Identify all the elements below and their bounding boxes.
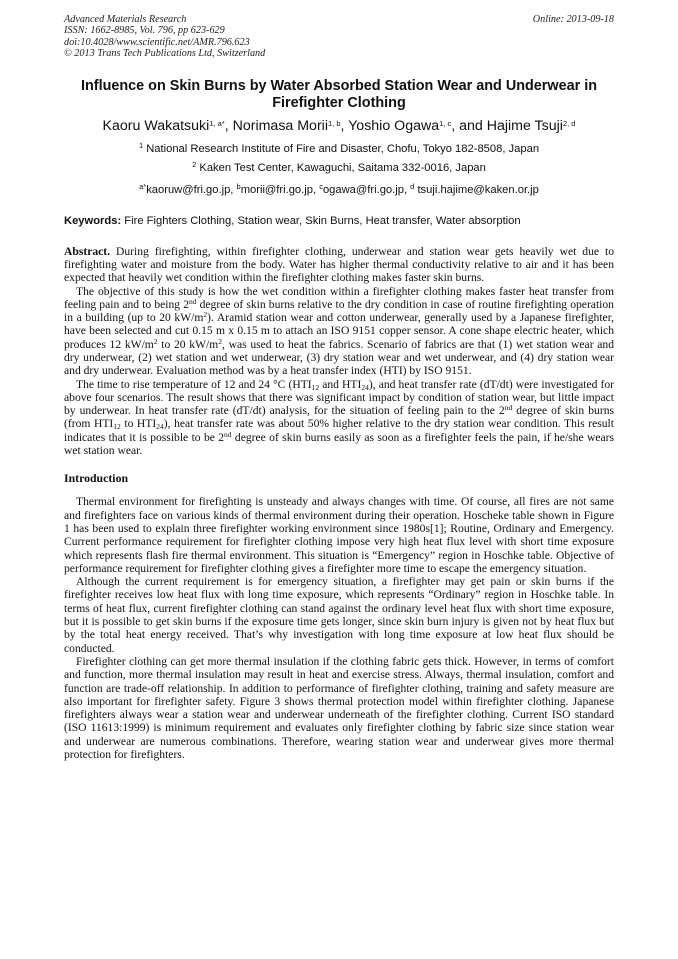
author-name: Norimasa Morii (232, 117, 328, 134)
abstract-paragraph-3 (64, 378, 614, 458)
sub-run: 12 (311, 382, 320, 392)
text-run: to 20 kW/m (157, 337, 219, 351)
intro-paragraph-2: Although the current requirement is for emergency situation, a firefighter may get pain or skin burns if the firefighter receives low heat flux with long time exposure, which represents “Ordinary” region in Hoschke table. In terms of heat flux, current firefighter clothing can stand against the ordinary level heat flux with short time exposure, but it is possible to get skin burns if the exposure time gets longer, since skin burn injury is given not by heat flux but by the total heat energy received. That’s why investigation with long time exposure at low heat flux should be conducted. (64, 575, 614, 655)
author-sup: 2, d (562, 118, 576, 128)
affiliation-sup: 1 (138, 140, 144, 150)
introduction-section (64, 495, 614, 761)
sup-run: nd (504, 403, 513, 413)
email-sup: b (236, 181, 241, 191)
page-header (64, 14, 614, 60)
email-list (64, 181, 614, 196)
text-run: , was used to heat the fabrics. Scenario of fabrics are that (1) wet station wear and dry underwear, (2) wet station and wet underwear, (3) dry station wear and wet underwear, and (4) dry station wear and dry underwear. Evaluation method was by a heat transfer index (HTI) by ISO 9151. (64, 337, 614, 378)
text-run: The objective of this study is how the wet condition within a firefighter clothing makes faster heat transfer from feeling pain and to being 2 (64, 284, 614, 311)
sup-run: nd (224, 429, 232, 439)
author-sup: 1, a* (209, 118, 225, 128)
sub-run: 24 (156, 422, 164, 432)
text-run: ). Aramid station wear and cotton underwear, generally used by a Japanese firefighter, have been selected and cut 0.15 m x 0.15 m to attach an ISO 9151 copper sensor. A cone shape electric heater, which produces 12 kW/m (64, 311, 614, 351)
affiliation-1 (64, 140, 614, 155)
author-list (64, 118, 614, 134)
keywords (64, 215, 614, 227)
intro-paragraph-3: Firefighter clothing can get more thermal insulation if the clothing fabric gets thick. However, in terms of comfort and function, more thermal insulation may result in heat and exercise stress. Always, thermal insulation, comfort and function are trade-off relationship. In addition to performance of firefighter clothing, training and safety measure are also important for firefighter safety. Figure 3 shows thermal protection model within firefighter clothing. Japanese firefighters always wear a station wear and underwear underneath of the firefighter clothing. Current ISO standard (ISO 11613:1999) is minimum requirement and evaluates only firefighter clothing by fabric size since station wear and underwear are numerous combinations. Therefore, wearing station wear and underwear gives more thermal protection for firefighters. (64, 654, 614, 762)
text-run: and HTI (319, 377, 362, 391)
sup-run: 2 (218, 336, 223, 346)
journal-copyright: © 2013 Trans Tech Publications Ltd, Switzerland (64, 48, 266, 60)
journal-issn: ISSN: 1662-8985, Vol. 796, pp 623-629 (64, 25, 225, 37)
sup-run: 2 (203, 310, 208, 320)
author-sep: , (224, 117, 233, 134)
email-sup: a* (139, 181, 147, 191)
sup-run: nd (189, 296, 197, 306)
email-sup: d (410, 181, 415, 191)
affiliation-sup: 2 (192, 159, 197, 169)
email-link[interactable]: ogawa@fri.go.jp, (322, 183, 411, 196)
sub-run: 24 (361, 382, 369, 392)
affiliation-text: Kaken Test Center, Kawaguchi, Saitama 332-0016, Japan (196, 161, 486, 174)
intro-paragraph-1: Thermal environment for firefighting is unsteady and always changes with time. Of course, all fires are not same and firefighters face on various kinds of thermal environment during their operation. Hoscheke table shown in Figure 1 has been used to explain three firefighter working environment since 1980s[1]; Routine, Ordinary and Emergency. Current performance requirement for firefighter clothing impose very high heat flux level with short time exposure which represents flash fire thermal environment. This situation is “Emergency” region in Hoschke table. Objective of performance requirement for firefighter clothing gives a firefighter more time to escape the emergency situation. (64, 495, 614, 575)
author-name: Yoshio Ogawa (348, 117, 440, 134)
section-heading-introduction: Introduction (64, 471, 129, 486)
paper-title: Influence on Skin Burns by Water Absorbed Station Wear and Underwear in Firefighter Clothing (80, 77, 597, 111)
abstract-section (64, 245, 614, 458)
text-run: to HTI (120, 417, 157, 431)
abstract-label: Abstract. (64, 244, 111, 258)
email-sup: c (319, 181, 323, 191)
abstract-paragraph-2 (64, 285, 614, 378)
online-date: Online: 2013-09-18 (532, 14, 614, 25)
author-sep: , and (451, 117, 487, 134)
sub-run: 12 (113, 422, 121, 432)
journal-doi: doi:10.4028/www.scientific.net/AMR.796.623 (64, 36, 250, 48)
email-link[interactable]: morii@fri.go.jp, (240, 183, 320, 196)
sup-run: 2 (153, 336, 158, 346)
text-run: degree of skin burns relative to the dry condition in case of routine firefighting operation in a building (up to 20 kW/m (64, 297, 614, 325)
journal-name: Advanced Materials Research (64, 14, 187, 25)
author-sup: 1, c (439, 118, 452, 128)
keywords-label: Keywords: (64, 214, 122, 227)
author-sup: 1, b (327, 118, 341, 128)
email-link[interactable]: kaoruw@fri.go.jp, (146, 183, 237, 196)
affiliation-2 (64, 159, 614, 174)
abstract-text: During firefighting, within firefighter clothing, underwear and station wear gets heavily wet due to firefighting water and moisture from the body. Water has higher thermal conductivity relative to air and it has been expected that heavily wet condition within the firefighter clothing makes faster skin burns. (64, 244, 614, 285)
author-name: Kaoru Wakatsuki (102, 117, 210, 134)
journal-info (64, 14, 265, 60)
keywords-text: Fire Fighters Clothing, Station wear, Skin Burns, Heat transfer, Water absorption (121, 214, 521, 227)
text-run: degree of skin burns (from HTI (64, 404, 614, 431)
text-run: The time to rise temperature of 12 and 24 °C (HTI (76, 377, 312, 391)
email-link[interactable]: tsuji.hajime@kaken.or.jp (414, 183, 539, 196)
affiliation-text: National Research Institute of Fire and Disaster, Chofu, Tokyo 182-8508, Japan (143, 142, 540, 155)
text-run: ), heat transfer rate was about 50% higher relative to the dry station wear condition. This result indicates that it is possible to be 2 (64, 417, 614, 444)
text-run: degree of skin burns easily as soon as a firefighter feels the pain, if he/she wears wet station wear. (64, 430, 614, 458)
abstract-paragraph-1 (64, 245, 614, 285)
author-sep: , (340, 117, 349, 134)
author-name: Hajime Tsuji (486, 117, 563, 134)
text-run: ), and heat transfer rate (dT/dt) were investigated for above four scenarios. The result shows that there was significant impact by condition of station wear, but little impact by underwear. In heat transfer rate (dT/dt) analysis, for the situation of feeling pain to the 2 (64, 377, 614, 418)
